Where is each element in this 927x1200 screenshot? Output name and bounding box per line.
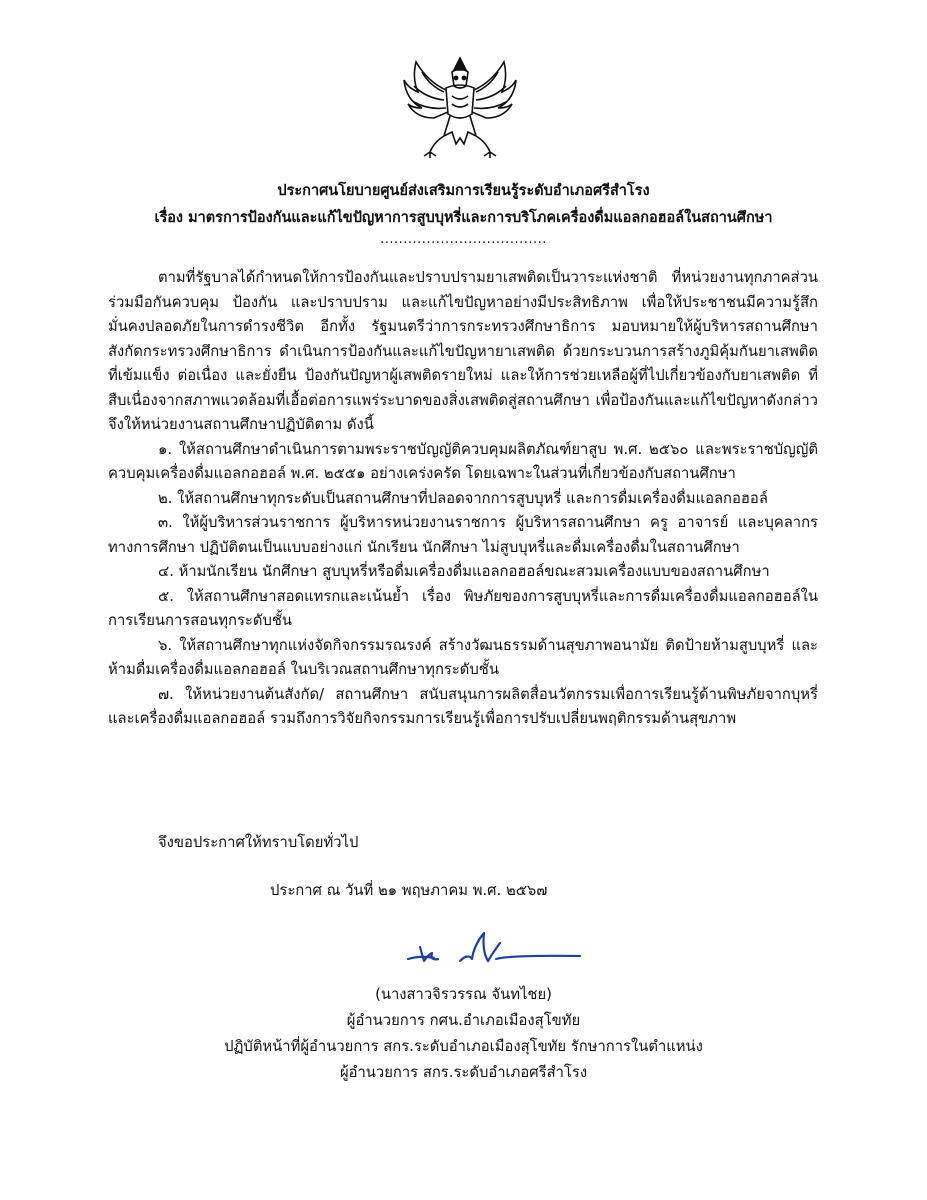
- policy-item: ๗. ให้หน่วยงานต้นสังกัด/ สถานศึกษา สนับสนุนการผลิตสื่อนวัตกรรมเพื่อการเรียนรู้ด้านพิษภัยจากบุหรี่และเครื่องดื่มแอลกอฮอล์ รวมถึงการวิจัยกิจกรรมการเรียนรู้เพื่อการปรับเปลี่ยนพฤติกรรมด้านสุขภาพ: [108, 685, 818, 727]
- announcement-date: ประกาศ ณ วันที่ ๒๑ พฤษภาคม พ.ศ. ๒๕๖๗: [270, 882, 548, 899]
- signer-block: [0, 982, 927, 1086]
- announcement-subject: เรื่อง มาตรการป้องกันและแก้ไขปัญหาการสูบบุหรี่และการบริโภคเครื่องดื่มแอลกอฮอล์ในสถานศึกษา: [154, 210, 773, 226]
- intro-paragraph: ตามที่รัฐบาลได้กำหนดให้การป้องกันและปราบปรามยาเสพติดเป็นวาระแห่งชาติ ที่หน่วยงานทุกภาคส่วนร่วมมือกันควบคุม ป้องกัน และปราบปราม และแก้ไขปัญหาอย่างมีประสิทธิภาพ เพื่อให้ประชาชนมีความรู้สึกมั่นคงปลอดภัยในการดำรงชีวิต อีกทั้ง รัฐมนตรีว่าการกระทรวงศึกษาธิการ มอบหมายให้ผู้บริหารสถานศึกษาสังกัดกระทรวงศึกษาธิการ ดำเนินการป้องกันและแก้ไขปัญหายาเสพติด ด้วยกระบวนการสร้างภูมิคุ้มกันยาเสพติดที่เข้มแข็ง ต่อเนื่อง และยั่งยืน ป้องกันปัญหาผู้เสพติดรายใหม่ และให้การช่วยเหลือผู้ที่ไปเกี่ยวข้องกับยาเสพติด ที่สืบเนื่องจากสภาพแวดล้อมที่เอื้อต่อการแพร่ระบาดของสิ่งเสพติดสู่สถานศึกษา เพื่อป้องกันและแก้ไขปัญหาดังกล่าว จึงให้หน่วยงานสถานศึกษาปฏิบัติตาม ดังนี้: [108, 269, 818, 433]
- announcement-title: ประกาศนโยบายศูนย์ส่งเสริมการเรียนรู้ระดับอำเภอศรีสำโรง: [277, 183, 650, 199]
- closing-statement: จึงขอประกาศให้ทราบโดยทั่วไป: [158, 834, 359, 851]
- policy-item: ๔. ห้ามนักเรียน นักศึกษา สูบบุหรี่หรือดื่มเครื่องดื่มแอลกอฮอล์ขณะสวมเครื่องแบบของสถานศึกษา: [158, 563, 770, 580]
- handwritten-signature: [400, 925, 600, 980]
- signer-acting-position: ปฏิบัติหน้าที่ผู้อำนวยการ สกร.ระดับอำเภอเมืองสุโขทัย รักษาการในตำแหน่ง: [224, 1038, 703, 1055]
- policy-item: ๑. ให้สถานศึกษาดำเนินการตามพระราชบัญญัติควบคุมผลิตภัณฑ์ยาสูบ พ.ศ. ๒๕๖๐ และพระราชบัญญัติควบคุมเครื่องดื่มแอลกอฮอล์ พ.ศ. ๒๕๕๑ อย่างเคร่งครัด โดยเฉพาะในส่วนที่เกี่ยวข้องกับสถานศึกษา: [108, 440, 818, 482]
- title-separator: ....................................: [380, 232, 547, 247]
- policy-item: ๓. ให้ผู้บริหารส่วนราชการ ผู้บริหารหน่วยงานราชการ ผู้บริหารสถานศึกษา ครู อาจารย์ และบุคลากรทางการศึกษา ปฏิบัติตนเป็นแบบอย่างแก่ นักเรียน นักศึกษา ไม่สูบบุหรี่และดื่มเครื่องดื่มในสถานศึกษา: [108, 514, 818, 556]
- signer-name: (นางสาวจิรวรรณ จันทไชย): [375, 986, 552, 1003]
- policy-item: ๒. ให้สถานศึกษาทุกระดับเป็นสถานศึกษาที่ปลอดจากการสูบบุหรี่ และการดื่มเครื่องดื่มแอลกอฮอล์: [158, 489, 768, 507]
- policy-item: ๖. ให้สถานศึกษาทุกแห่งจัดกิจกรรมรณรงค์ สร้างวัฒนธรรมด้านสุขภาพอนามัย ติดป้ายห้ามสูบบุหรี่ และห้ามดื่มเครื่องดื่มแอลกอฮอล์ ในบริเวณสถานศึกษาทุกระดับชั้น: [108, 636, 818, 678]
- garuda-emblem-icon: [400, 52, 520, 164]
- announcement-body: [108, 266, 818, 732]
- signer-position: ผู้อำนวยการ กศน.อำเภอเมืองสุโขทัย: [346, 1012, 581, 1029]
- signer-title: ผู้อำนวยการ สกร.ระดับอำเภอศรีสำโรง: [339, 1064, 588, 1081]
- title-block: [0, 178, 927, 248]
- policy-item: ๕. ให้สถานศึกษาสอดแทรกและเน้นย้ำ เรื่อง พิษภัยของการสูบบุหรี่และการดื่มเครื่องดื่มแอลกอฮอล์ในการเรียนการสอนทุกระดับชั้น: [108, 587, 818, 629]
